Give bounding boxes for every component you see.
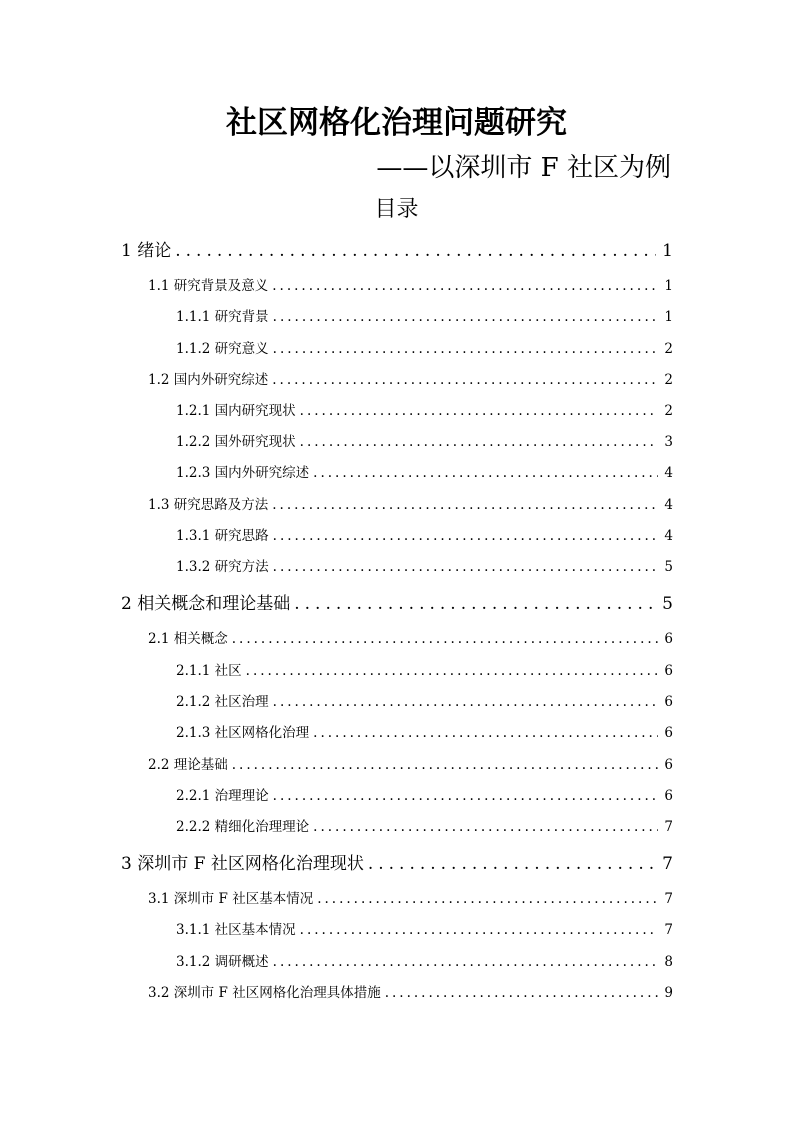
toc-entry-page: 6 — [664, 788, 673, 804]
toc-dot-leader — [273, 557, 659, 577]
toc-dot-leader — [317, 889, 658, 909]
toc-entry[interactable] — [148, 755, 673, 775]
toc-dot-leader — [273, 692, 659, 712]
toc-dot-leader — [273, 526, 659, 546]
toc-entry-label: 2.2.2 精细化治理理论 — [176, 819, 310, 835]
toc-dot-leader — [272, 370, 658, 390]
toc-entry-label: 2.1.3 社区网格化治理 — [176, 725, 310, 741]
toc-entry-label: 2.1 相关概念 — [148, 631, 228, 647]
toc-entry[interactable] — [148, 629, 673, 649]
toc-entry-page: 2 — [664, 372, 673, 388]
toc-dot-leader — [313, 463, 658, 483]
toc-entry-page: 2 — [664, 403, 673, 419]
toc-entry-label: 3 深圳市 F 社区网格化治理现状 — [121, 854, 364, 874]
toc-entry[interactable] — [148, 495, 673, 515]
toc-entry[interactable] — [176, 723, 673, 743]
toc-entry[interactable] — [176, 339, 673, 359]
toc-entry-label: 1.3.2 研究方法 — [176, 559, 269, 575]
toc-entry[interactable] — [176, 952, 673, 972]
toc-entry-label: 1 绪论 — [121, 241, 172, 261]
toc-dot-leader — [232, 629, 659, 649]
toc-entry-label: 2.2.1 治理理论 — [176, 788, 269, 804]
toc-entry[interactable] — [176, 661, 673, 681]
toc-dot-leader — [273, 952, 659, 972]
toc-entry[interactable] — [176, 307, 673, 327]
toc-dot-leader — [273, 307, 659, 327]
toc-entry[interactable] — [176, 786, 673, 806]
toc-entry-page: 6 — [664, 694, 673, 710]
toc-entry-label: 3.1.1 社区基本情况 — [176, 922, 296, 938]
toc-entry-page: 5 — [662, 594, 673, 614]
toc-entry-label: 3.2 深圳市 F 社区网格化治理具体措施 — [148, 985, 381, 1001]
toc-dot-leader — [313, 723, 658, 743]
toc-dot-leader — [246, 661, 659, 681]
toc-entry[interactable] — [148, 276, 673, 296]
toc-entry-label: 3.1.2 调研概述 — [176, 954, 269, 970]
toc-dot-leader — [313, 817, 658, 837]
toc-entry[interactable] — [176, 557, 673, 577]
toc-entry-page: 4 — [664, 497, 673, 513]
toc-entry-page: 7 — [662, 854, 673, 874]
toc-entry-page: 6 — [664, 631, 673, 647]
toc-entry-page: 2 — [664, 341, 673, 357]
toc-dot-leader — [175, 239, 656, 263]
toc-entry-page: 1 — [662, 241, 673, 261]
toc-entry-page: 4 — [664, 528, 673, 544]
toc-dot-leader — [232, 755, 659, 775]
toc-entry-label: 1.1 研究背景及意义 — [148, 278, 269, 294]
toc-entry[interactable] — [176, 526, 673, 546]
toc-entry-label: 1.1.2 研究意义 — [176, 341, 269, 357]
toc-dot-leader — [272, 495, 658, 515]
toc-dot-leader — [368, 852, 656, 876]
toc-entry-page: 3 — [664, 434, 673, 450]
toc-entry-page: 4 — [664, 465, 673, 481]
toc-entry-label: 1.3 研究思路及方法 — [148, 497, 269, 513]
toc-entry-page: 1 — [664, 278, 673, 294]
toc-entry-label: 3.1 深圳市 F 社区基本情况 — [148, 891, 314, 907]
toc-entry-page: 7 — [664, 922, 673, 938]
toc-entry[interactable] — [148, 370, 673, 390]
toc-entry-page: 8 — [664, 954, 673, 970]
toc-dot-leader — [300, 432, 659, 452]
toc-entry-label: 2.1.1 社区 — [176, 663, 242, 679]
toc-entry[interactable] — [148, 983, 673, 1003]
toc-dot-leader — [273, 786, 659, 806]
toc-entry-label: 1.2.2 国外研究现状 — [176, 434, 296, 450]
toc-entry-page: 5 — [664, 559, 673, 575]
toc-entry-label: 1.2.1 国内研究现状 — [176, 403, 296, 419]
toc-entry-label: 1.2 国内外研究综述 — [148, 372, 269, 388]
toc-dot-leader — [300, 401, 659, 421]
toc-entry-page: 7 — [664, 891, 673, 907]
toc-entry-page: 7 — [664, 819, 673, 835]
toc-entry-label: 2 相关概念和理论基础 — [121, 594, 291, 614]
toc-entry-label: 1.3.1 研究思路 — [176, 528, 269, 544]
toc-entry-page: 6 — [664, 725, 673, 741]
toc-entry[interactable] — [176, 432, 673, 452]
toc-entry[interactable] — [176, 817, 673, 837]
toc-entry[interactable] — [176, 463, 673, 483]
document-title: 社区网格化治理问题研究 — [226, 105, 567, 141]
toc-entry[interactable] — [121, 239, 673, 263]
toc-dot-leader — [273, 339, 659, 359]
toc-heading: 目录 — [374, 197, 419, 222]
toc-entry-page: 6 — [664, 663, 673, 679]
toc-entry[interactable] — [121, 852, 673, 876]
toc-dot-leader — [272, 276, 658, 296]
toc-entry-label: 1.2.3 国内外研究综述 — [176, 465, 310, 481]
toc-entry[interactable] — [121, 592, 673, 616]
toc-entry-page: 1 — [664, 309, 673, 325]
toc-entry[interactable] — [148, 889, 673, 909]
toc-entry-page: 9 — [664, 985, 673, 1001]
toc-dot-leader — [294, 592, 656, 616]
toc-entry-label: 2.2 理论基础 — [148, 757, 228, 773]
toc-entry-label: 2.1.2 社区治理 — [176, 694, 269, 710]
toc-entry[interactable] — [176, 692, 673, 712]
toc-dot-leader — [300, 920, 659, 940]
toc-entry[interactable] — [176, 401, 673, 421]
toc-entry-label: 1.1.1 研究背景 — [176, 309, 269, 325]
toc-dot-leader — [385, 983, 659, 1003]
document-subtitle: ——以深圳市 F 社区为例 — [376, 153, 671, 183]
toc-entry-page: 6 — [664, 757, 673, 773]
toc-entry[interactable] — [176, 920, 673, 940]
